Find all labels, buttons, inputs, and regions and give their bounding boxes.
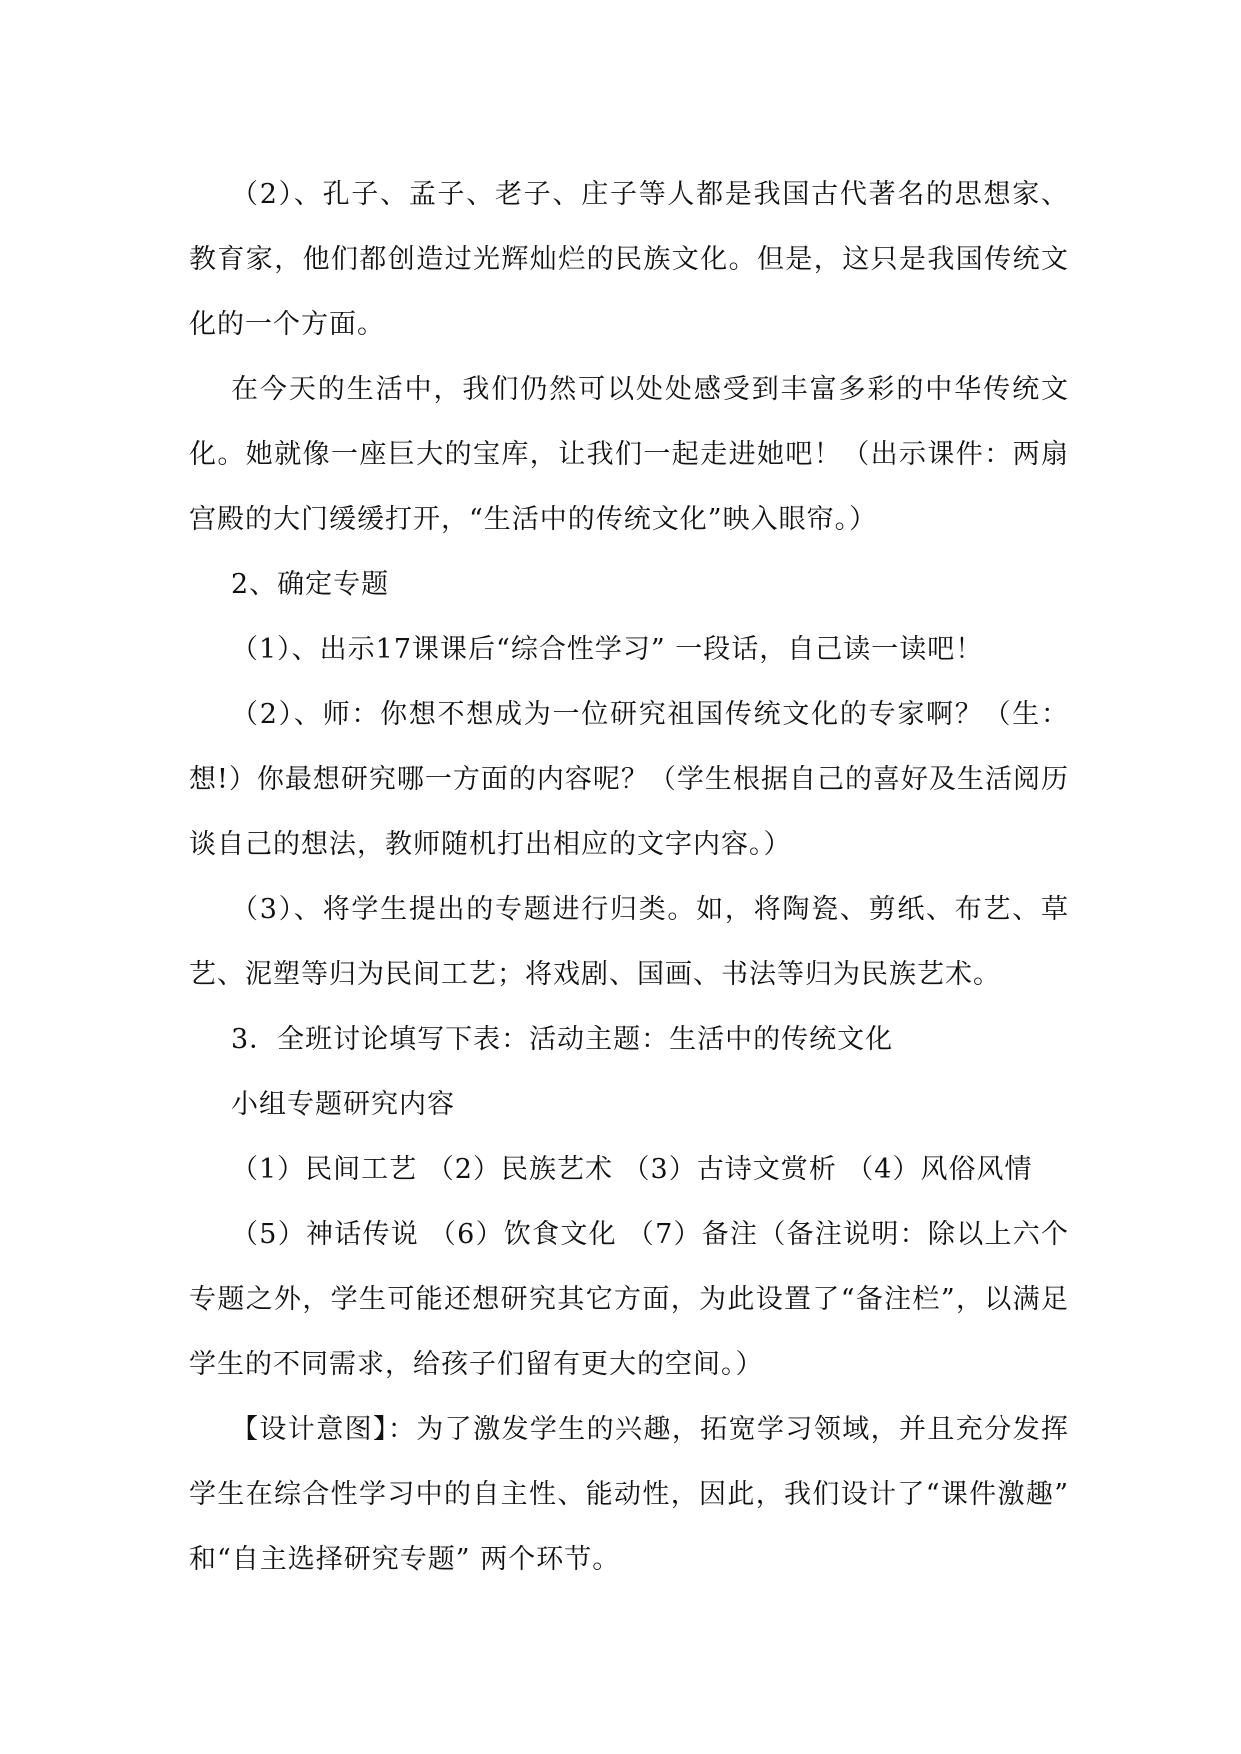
- paragraph-teacher-question: （2）、师：你想不想成为一位研究祖国传统文化的专家啊？（生：想!）你最想研究哪一方面的内容呢？（学生根据自己的喜好及生活阅历谈自己的想法，教师随机打出相应的文字内容。）: [189, 699, 1069, 860]
- paragraph-lesson-17: （1）、出示17课课后“综合性学习” 一段话，自己读一读吧！: [231, 634, 984, 665]
- topic-list-row-1: （1）民间工艺 （2）民族艺术 （3）古诗文赏析 （4）风俗风情: [231, 1154, 1033, 1185]
- paragraph-class-discussion: 3．全班讨论填写下表：活动主题：生活中的传统文化: [231, 1024, 894, 1055]
- paragraph-classify-topics: （3）、将学生提出的专题进行归类。如，将陶瓷、剪纸、布艺、草艺、泥塑等归为民间工艺；将戏剧、国画、书法等归为民族艺术。: [189, 894, 1069, 990]
- topic-list-row-2: （5）神话传说 （6）饮食文化 （7）备注（备注说明：除以上六个专题之外，学生可能还想研究其它方面，为此设置了“备注栏”，以满足学生的不同需求，给孩子们留有更大的空间。）: [189, 1219, 1069, 1380]
- document-body: [189, 162, 1069, 1592]
- paragraph-thinkers: （2）、孔子、孟子、老子、庄子等人都是我国古代著名的思想家、教育家，他们都创造过光辉灿烂的民族文化。但是，这只是我国传统文化的一个方面。: [189, 179, 1069, 340]
- paragraph-treasure-house: 在今天的生活中，我们仍然可以处处感受到丰富多彩的中华传统文化。她就像一座巨大的宝库，让我们一起走进她吧！（出示课件：两扇宫殿的大门缓缓打开，“生活中的传统文化”映入眼帘。）: [189, 374, 1069, 535]
- paragraph-design-intent: 【设计意图】：为了激发学生的兴趣，拓宽学习领域，并且充分发挥学生在综合性学习中的自主性、能动性，因此，我们设计了“课件激趣” 和“自主选择研究专题” 两个环节。: [189, 1414, 1069, 1575]
- heading-determine-topics: 2、确定专题: [231, 569, 390, 600]
- label-group-topics: 小组专题研究内容: [231, 1089, 455, 1120]
